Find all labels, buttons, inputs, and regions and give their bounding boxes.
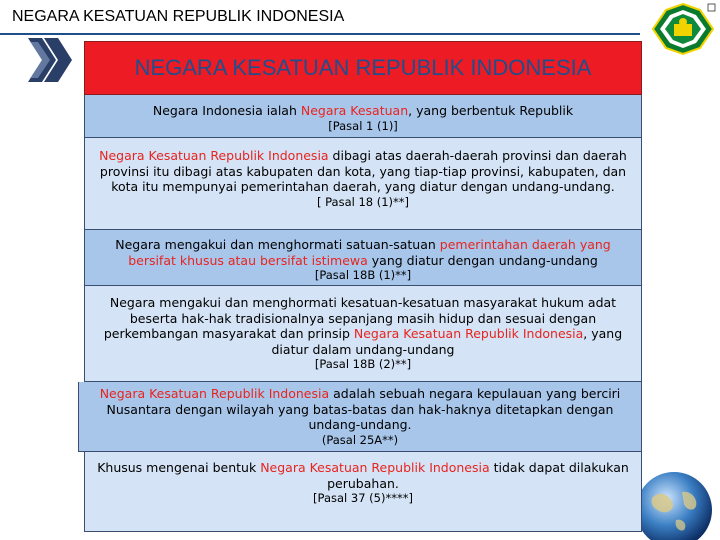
top-divider bbox=[0, 33, 640, 35]
row-highlight-text: Negara Kesatuan Republik Indonesia bbox=[99, 148, 329, 163]
row-highlight-text: pemerintahan daerah yang bersifat khusus atau bersifat istimewa bbox=[128, 237, 611, 268]
row-text: Negara mengakui dan menghormati kesatuan-kesatuan masyarakat hukum adat beserta hak-hak tradisionalnya sepanjang masih hidup dan sesuai dengan perkembangan masyarakat dan prinsip bbox=[103, 295, 617, 341]
row-highlight-text: Negara Kesatuan Republik Indonesia bbox=[353, 326, 584, 341]
article-row bbox=[84, 138, 642, 230]
row-text: tidak dapat dilakukan perubahan. bbox=[327, 460, 629, 491]
row-text: Negara Indonesia ialah bbox=[152, 103, 301, 118]
row-text: dibagi atas daerah-daerah provinsi dan daerah provinsi itu dibagi atas kabupaten dan kota, yang tiap-tiap provinsi, kabupaten, dan kota itu mempunyai pemerintahan daerah, yang diatur dengan undang-undang. bbox=[99, 148, 627, 194]
article-row bbox=[84, 230, 642, 286]
article-reference: [Pasal 18B (2)**] bbox=[314, 357, 412, 371]
article-row bbox=[84, 286, 642, 382]
row-highlight-text: Negara Kesatuan bbox=[300, 103, 409, 118]
row-highlight-text: Negara Kesatuan Republik Indonesia bbox=[260, 460, 490, 475]
article-reference: (Pasal 25A**) bbox=[321, 432, 399, 447]
article-reference: [Pasal 18B (1)**] bbox=[314, 268, 412, 282]
globe-icon bbox=[632, 468, 716, 540]
row-text: Negara mengakui dan menghormati satuan-satuan bbox=[115, 237, 440, 252]
double-chevron-icon bbox=[26, 36, 72, 84]
row-text: adalah sebuah negara kepulauan yang berciri Nusantara dengan wilayah yang batas-batas dan hak-haknya ditetapkan dengan undang-undang. bbox=[106, 386, 621, 432]
article-reference: [Pasal 1 (1)] bbox=[328, 118, 398, 133]
emblem-logo-icon bbox=[650, 2, 716, 56]
article-row bbox=[84, 95, 642, 138]
row-text: , yang diatur dalam undang-undang bbox=[271, 326, 623, 357]
article-row bbox=[78, 382, 642, 452]
panel-header-title: NEGARA KESATUAN REPUBLIK INDONESIA bbox=[134, 55, 592, 80]
row-text: , yang berbentuk Republik bbox=[408, 103, 574, 118]
article-reference: [Pasal 37 (5)****] bbox=[313, 491, 413, 505]
row-highlight-text: Negara Kesatuan Republik Indonesia bbox=[99, 386, 330, 401]
article-reference: [ Pasal 18 (1)**] bbox=[316, 194, 410, 209]
slide-top-title: NEGARA KESATUAN REPUBLIK INDONESIA bbox=[12, 8, 345, 25]
row-text: yang diatur dengan undang-undang bbox=[367, 252, 598, 268]
content-panel bbox=[84, 41, 642, 532]
panel-header bbox=[84, 41, 642, 95]
article-row bbox=[84, 452, 642, 532]
row-text: Khusus mengenai bentuk bbox=[97, 460, 261, 475]
